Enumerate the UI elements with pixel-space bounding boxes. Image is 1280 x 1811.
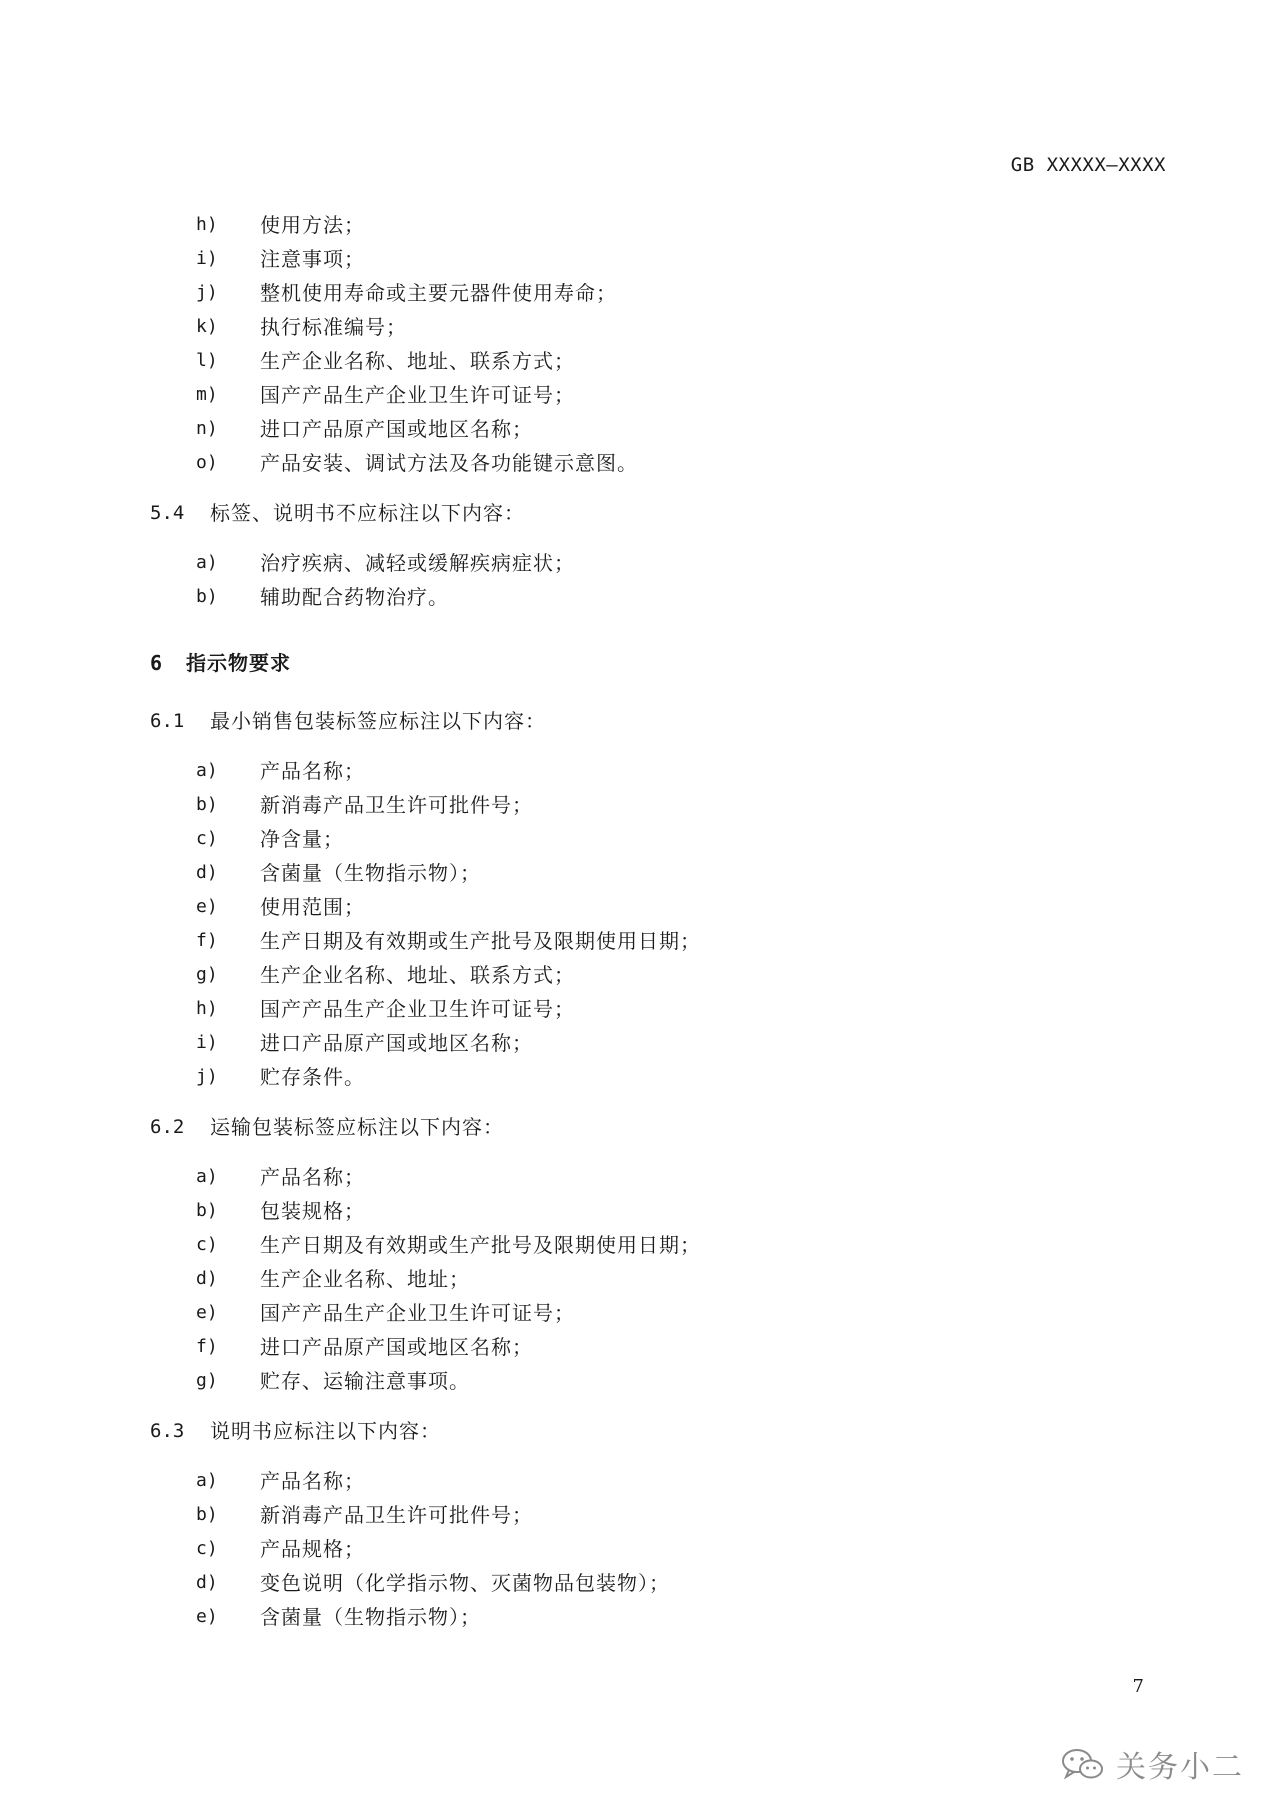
list-item [150,1160,1170,1194]
list-item [150,1060,1170,1094]
section-6-heading [150,646,1170,680]
section-number: 6 [150,651,163,675]
list-text: 生产日期及有效期或生产批号及限期使用日期； [260,1233,701,1257]
list-item [150,378,1170,412]
list-item [150,412,1170,446]
list-marker: a) [196,552,218,573]
list-marker: e) [196,896,218,917]
list-item [150,1532,1170,1566]
list-marker: c) [196,828,218,849]
list-item [150,924,1170,958]
list-text: 包装规格； [260,1199,365,1223]
list-marker: d) [196,862,218,883]
clause-number: 6.3 [150,1420,185,1442]
list-marker: g) [196,1370,218,1391]
list-text: 进口产品原产国或地区名称； [260,417,533,441]
list-marker: b) [196,1200,218,1221]
list-marker: b) [196,794,218,815]
list-text: 进口产品原产国或地区名称； [260,1031,533,1055]
list-text: 新消毒产品卫生许可批件号； [260,793,533,817]
list-text: 注意事项； [260,247,365,271]
clause-6-2-list [150,1160,1170,1398]
list-item [150,890,1170,924]
list-marker: b) [196,1504,218,1525]
list-item [150,1364,1170,1398]
list-marker: k) [196,316,218,337]
document-body [150,208,1170,1634]
clause-number: 6.2 [150,1116,185,1138]
list-marker: a) [196,1166,218,1187]
list-marker: d) [196,1572,218,1593]
list-item [150,580,1170,614]
list-marker: a) [196,760,218,781]
list-item [150,446,1170,480]
list-top [150,208,1170,480]
list-text: 辅助配合药物治疗。 [260,585,449,609]
list-text: 生产日期及有效期或生产批号及限期使用日期； [260,929,701,953]
list-item [150,1464,1170,1498]
list-text: 产品安装、调试方法及各功能键示意图。 [260,451,638,475]
list-text: 生产企业名称、地址、联系方式； [260,963,575,987]
list-marker: l) [196,350,218,371]
list-item [150,208,1170,242]
list-marker: h) [196,214,218,235]
list-text: 贮存条件。 [260,1065,365,1089]
list-item [150,992,1170,1026]
document-code: GB XXXXX—XXXX [1010,154,1166,176]
list-marker: m) [196,384,218,405]
list-text: 治疗疾病、减轻或缓解疾病症状； [260,551,575,575]
list-text: 使用范围； [260,895,365,919]
list-marker: c) [196,1234,218,1255]
list-item [150,1296,1170,1330]
list-text: 产品名称； [260,759,365,783]
clause-6-2 [150,1110,1170,1144]
list-marker: g) [196,964,218,985]
list-text: 进口产品原产国或地区名称； [260,1335,533,1359]
list-text: 新消毒产品卫生许可批件号； [260,1503,533,1527]
list-item [150,1330,1170,1364]
list-text: 国产产品生产企业卫生许可证号； [260,383,575,407]
list-text: 贮存、运输注意事项。 [260,1369,470,1393]
list-text: 国产产品生产企业卫生许可证号； [260,1301,575,1325]
list-item [150,242,1170,276]
clause-6-3-list [150,1464,1170,1634]
clause-6-1 [150,704,1170,738]
list-text: 整机使用寿命或主要元器件使用寿命； [260,281,617,305]
list-marker: f) [196,1336,218,1357]
list-marker: o) [196,452,218,473]
list-marker: n) [196,418,218,439]
list-marker: b) [196,586,218,607]
clause-5-4 [150,496,1170,530]
list-marker: f) [196,930,218,951]
list-text: 含菌量（生物指示物）； [260,861,481,885]
clause-title: 最小销售包装标签应标注以下内容： [210,709,546,733]
clause-title: 标签、说明书不应标注以下内容： [210,501,525,525]
list-text: 生产企业名称、地址； [260,1267,470,1291]
clause-number: 6.1 [150,710,185,732]
list-marker: j) [196,282,218,303]
list-item [150,1228,1170,1262]
list-item [150,276,1170,310]
list-item [150,958,1170,992]
clause-number: 5.4 [150,502,185,524]
section-title: 指示物要求 [186,651,291,675]
list-text: 使用方法； [260,213,365,237]
list-item [150,1026,1170,1060]
list-text: 变色说明（化学指示物、灭菌物品包装物）； [260,1571,670,1595]
list-marker: d) [196,1268,218,1289]
list-marker: e) [196,1606,218,1627]
list-item [150,310,1170,344]
list-marker: j) [196,1066,218,1087]
list-item [150,788,1170,822]
list-text: 国产产品生产企业卫生许可证号； [260,997,575,1021]
list-item [150,754,1170,788]
list-text: 含菌量（生物指示物）； [260,1605,481,1629]
clause-6-1-list [150,754,1170,1094]
list-text: 产品名称； [260,1165,365,1189]
clause-title: 运输包装标签应标注以下内容： [210,1115,504,1139]
list-marker: i) [196,248,218,269]
list-marker: i) [196,1032,218,1053]
list-marker: h) [196,998,218,1019]
list-text: 生产企业名称、地址、联系方式； [260,349,575,373]
watermark-text: 关务小二 [1116,1750,1244,1785]
page-number: 7 [1132,1676,1144,1697]
list-item [150,1566,1170,1600]
list-marker: a) [196,1470,218,1491]
list-item [150,1498,1170,1532]
list-item [150,1600,1170,1634]
list-text: 执行标准编号； [260,315,407,339]
list-item [150,822,1170,856]
list-item [150,546,1170,580]
list-text: 产品名称； [260,1469,365,1493]
clause-6-3 [150,1414,1170,1448]
list-item [150,856,1170,890]
list-text: 产品规格； [260,1537,365,1561]
list-item [150,1194,1170,1228]
watermark [1060,1742,1244,1786]
list-marker: c) [196,1538,218,1559]
list-item [150,344,1170,378]
wechat-icon [1060,1746,1106,1782]
clause-5-4-list [150,546,1170,614]
list-item [150,1262,1170,1296]
list-text: 净含量； [260,827,344,851]
clause-title: 说明书应标注以下内容： [210,1419,441,1443]
list-marker: e) [196,1302,218,1323]
